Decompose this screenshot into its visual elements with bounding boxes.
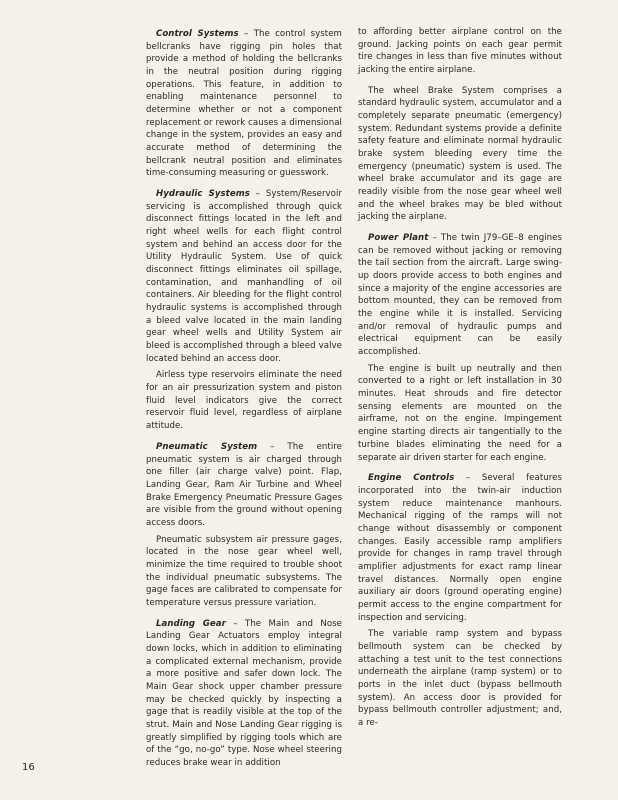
- paragraph-text: The engine is built up neutrally and then converted to a right or left installation in 30 minutes. Heat shrouds and fire detector sensing elements are mounted on the airframe, not on the engine. Impingement engine starting directs air tangentially to the turbine blades eliminating the need for a separate air driven starter for each engine.: [358, 363, 562, 463]
- paragraph-text: – The Main and Nose Landing Gear Actuators employ integral down locks, which in addition to eliminating a complicated external mechanism, provide a more positive and safer down lock. The Main Gear shock upper chamber pressure may be checked quickly by inspecting a gage that is readily visible at the top of the strut. Main and Nose Landing Gear rigging is greatly simplified by rigging tools which are of the “go, no-go” type. Nose wheel steering reduces brake wear in addition: [146, 618, 342, 768]
- paragraph-reservoirs: [146, 369, 342, 432]
- paragraph-text: Pneumatic subsystem air pressure gages, located in the nose gear wheel well, minimize the time required to trouble shoot the individual pneumatic subsystems. The gage faces are calibrated to compensate for temperature versus pressure variation.: [146, 534, 342, 608]
- paragraph-wheel-brake: [358, 85, 562, 224]
- right-column: [358, 26, 562, 738]
- paragraph-text: to affording better airplane control on the ground. Jacking points on each gear permit tire changes in less than five minutes without jacking the entire airplane.: [358, 27, 562, 76]
- paragraph-hydraulic-systems: [146, 188, 342, 365]
- paragraph-text: – The entire pneumatic system is air charged through one filler (air charge valve) point. Flap, Landing Gear, Ram Air Turbine and Wheel Brake Emergency Pneumatic Pressure Gages are visible from the ground without opening access doors.: [146, 441, 342, 528]
- paragraph-text: – System/Reservoir servicing is accomplished through quick disconnect fittings located in the left and right wheel wells for each flight control system and behind an access door for the Utility Hydraulic System. Use of quick disconnect fittings eliminates oil spillage, contamination, and manhandling of oil containers. Air bleeding for the flight control hydraulic systems is accomplished through a bleed valve located in the main landing gear wheel wells and Utility System air bleed is accomplished through a bleed valve located behind an access door.: [146, 189, 343, 364]
- section-heading: Pneumatic System: [156, 441, 258, 452]
- paragraph-text: The wheel Brake System comprises a standard hydraulic system, accumulator and a completely separate pneumatic (emergency) system. Redundant systems provide a definite safety feature and eliminate normal hydraulic brake system bleeding every time the emergency (pneumatic) system is used. The wheel brake accumulator and its gage are readily visible from the nose gear wheel well and the wheel brakes may be bled without jacking the airplane.: [358, 85, 562, 223]
- paragraph-engine-buildup: [358, 363, 562, 464]
- paragraph-landing-gear: [146, 618, 342, 770]
- paragraph-ramp-system: [358, 628, 562, 729]
- page-number: 16: [22, 762, 35, 773]
- section-heading: Engine Controls: [368, 473, 455, 484]
- left-column: [146, 28, 342, 778]
- paragraph-continued: [358, 26, 562, 77]
- paragraph-control-systems: [146, 28, 342, 180]
- section-heading: Power Plant: [368, 233, 429, 244]
- paragraph-power-plant: [358, 232, 562, 359]
- paragraph-pneumatic-system: [146, 441, 342, 530]
- paragraph-text: – The control system bellcranks have rigging pin holes that provide a method of holding the bellcranks in the neutral position during rigging operations. This feature, in addition to enabling maintenance personnel to determine whether or not a component replacement or rework causes a dimensional change in the system, provides an easy and accurate method of determining the bellcrank neutral position and eliminates time-consuming measuring or guesswork.: [146, 29, 342, 179]
- paragraph-text: Airless type reservoirs eliminate the need for an air pressurization system and piston fluid level indicators give the correct reservoir fluid level, regardless of airplane attitude.: [146, 370, 342, 432]
- section-heading: Landing Gear: [156, 618, 226, 629]
- paragraph-engine-controls: [358, 472, 562, 624]
- section-heading: Hydraulic Systems: [156, 189, 250, 200]
- paragraph-text: The variable ramp system and bypass bellmouth system can be checked by attaching a test unit to the test connections underneath the airplane (ramp system) or to ports in the inlet duct (bypass bellmouth system). An access door is provided for bypass bellmouth controller adjustment; and, a re-: [358, 629, 562, 728]
- paragraph-text: – Several features incorporated into the twin-air induction system reduce maintenance manhours. Mechanical rigging of the ramps will not change without disassembly or component changes. Easily accessible ramp amplifiers provide for changes in ramp travel through amplifier adjustments for exact ramp linear travel distances. Normally open engine auxiliary air doors (ground operating engine) permit access to the engine compartment for inspection and servicing.: [358, 473, 562, 623]
- paragraph-pneumatic-gages: [146, 534, 342, 610]
- paragraph-text: – The twin J79–GE–8 engines can be removed without jacking or removing the tail section from the aircraft. Large swing-up doors provide access to both engines and since a majority of the engine accessories are bottom mounted, they can be removed from the engine while it is installed. Servicing and/or removal of hydraulic pumps and electrical equipment can be easily accomplished.: [358, 233, 562, 358]
- section-heading: Control Systems: [156, 29, 239, 39]
